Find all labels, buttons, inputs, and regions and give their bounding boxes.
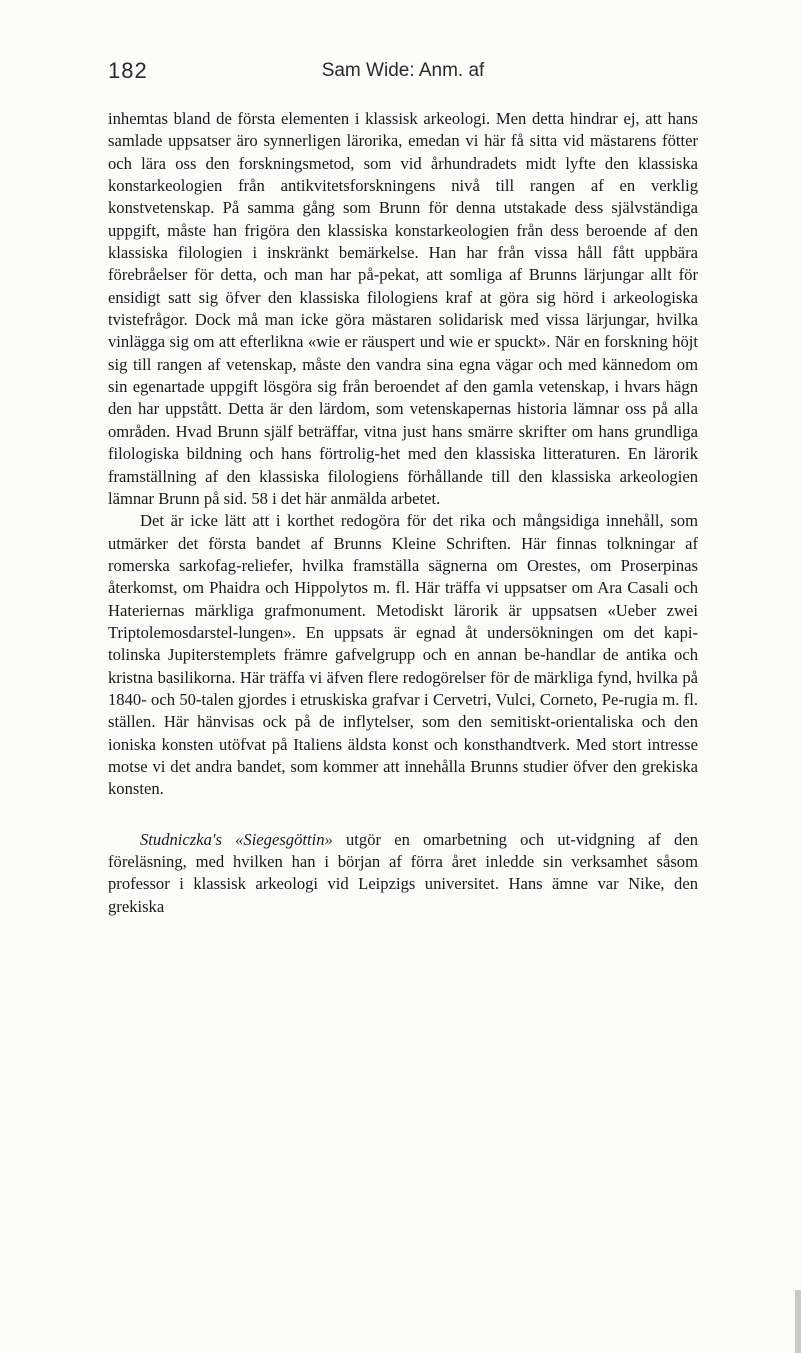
- paragraph-3-text: utgör en omarbetning och ut-vidgning af den föreläsning, med hvilken han i början af förra året inledde sin verksamhet såsom professor i klassisk arkeologi vid Leipzigs universitet. Hans ämne var Nike, den grekiska: [108, 829, 698, 916]
- paragraph-2: Det är icke lätt att i korthet redogöra för det rika och mångsidiga innehåll, som utmärker det första bandet af Brunns Kleine Schriften. Här finnas tolkningar af romerska sarkofag-reliefer, hvilka framställa sägnerna om Orestes, om Proserpinas återkomst, om Phaidra och Hippolytos m. fl. Här träffa vi uppsatser om Ara Casali och Hateriernas märkliga grafmonument. Metodiskt lärorik är uppsatsen «Ueber zwei Triptolemosdarstel-lungen». En uppsats är egnad åt undersökningen om det kapi-tolinska Jupiterstemplets främre gafvelgrupp och en annan be-handlar de antika och kristna basilikorna. Här träffa vi äfven flere redogörelser för de märkliga fynd, hvilka på 1840- och 50-talen gjordes i etruskiska grafvar i Cervetri, Vulci, Corneto, Pe-rugia m. fl. ställen. Här hänvisas ock på de inflytelser, som den semitiskt-orientaliska och den ioniska konsten utöfvat på Italiens äldsta konst och konsthandtverk. Med stort intresse motse vi det andra bandet, som kommer att innehålla Brunns studier öfver den grekiska konsten.: [108, 511, 698, 799]
- body-text: [108, 108, 698, 918]
- page-edge-shadow: [795, 1290, 801, 1353]
- page-number: 182: [108, 58, 148, 83]
- paragraph-3: [108, 829, 698, 918]
- running-head: [108, 58, 698, 88]
- paragraph-3-title: Studniczka's «Siegesgöttin»: [140, 829, 333, 849]
- paragraph-1: inhemtas bland de första elementen i klassisk arkeologi. Men detta hindrar ej, att hans samlade uppsatser äro synnerligen lärorika, emedan vi här få sitta vid mästarens fötter och lära oss den forskningsmetod, som vid århundradets midt lyfte den klassiska konstarkeologien från antikvitetsforskningens nivå till rangen af en verklig konstvetenskap. På samma gång som Brunn för denna utstakade dess självständiga uppgift, måste han frigöra den klassiska konstarkeologien från dess beroende af den klassiska filologien i inskränkt bemärkelse. Han har från vissa håll fått uppbära förebråelser för detta, och man har på-pekat, att somliga af Brunns lärjungar allt för ensidigt satt sig öfver den klassiska filologiens kraf at göra sig hörd i arkeologiska tvistefrågor. Dock må man icke göra mästaren solidarisk med vissa lärjungar, hvilka vinlägga sig om att efterlikna «wie er räuspert und wie er spuckt». När en forskning höjt sig till rangen af vetenskap, måste den vandra sina egna vägar och med kännedom om sin egenartade uppgift lösgöra sig från beroendet af den gamla vetenskap, i hvars hägn den har uppstått. Detta är den lärdom, som vetenskapernas historia lämnar oss på alla områden. Hvad Brunn själf beträffar, vitna just hans smärre skrifter om hans grundliga filologiska bildning och hans förtrolig-het med den klassiska litteraturen. En lärorik framställning af den klassiska filologiens förhållande till den klassiska arkeologien lämnar Brunn på sid. 58 i det här anmälda arbetet.: [108, 109, 698, 508]
- running-title: Sam Wide: Anm. af: [321, 60, 485, 81]
